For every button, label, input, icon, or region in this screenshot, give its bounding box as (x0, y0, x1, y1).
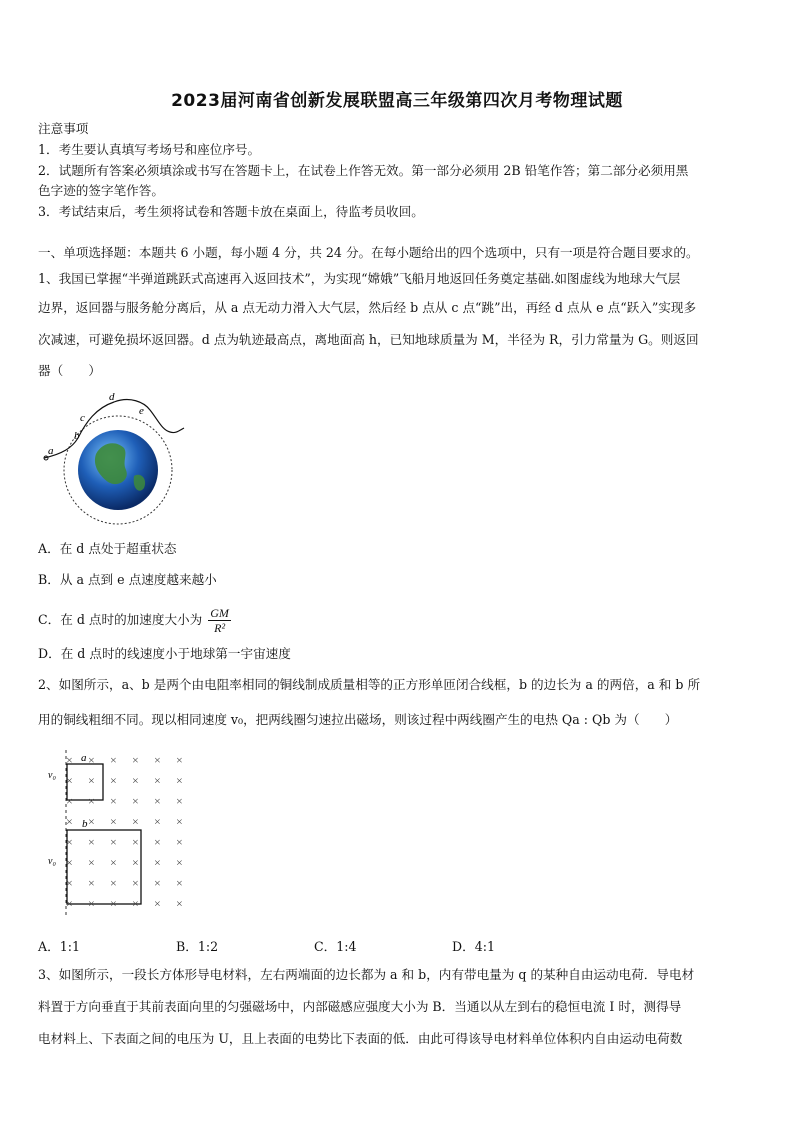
notice-item: 色字迹的签字笔作答。 (38, 183, 164, 198)
field-cross-mark: × (176, 773, 183, 788)
field-cross-mark: × (176, 794, 183, 808)
field-cross-mark: × (154, 876, 161, 890)
q2-option-a: A．1:1 (38, 939, 80, 954)
field-cross-mark: × (176, 835, 183, 849)
notice-heading: 注意事项 (38, 121, 89, 136)
field-cross-mark: × (88, 855, 95, 870)
field-cross-mark: × (154, 753, 161, 767)
field-cross-mark: × (88, 896, 95, 911)
field-cross-mark: × (110, 794, 117, 808)
notice-item: 3．考试结束后，考生须将试卷和答题卡放在桌面上，待监考员收回。 (38, 204, 424, 219)
q3-stem-line: 料置于方向垂直于其前表面向里的匀强磁场中，内部磁感应强度大小为 B．当通以从左到右的稳恒电流 I 时，测得导 (38, 999, 682, 1014)
q1-earth-diagram (38, 384, 188, 530)
field-cross-mark: × (110, 896, 117, 911)
velocity-label-b: v₀ (48, 856, 56, 867)
field-cross-mark: × (132, 753, 139, 767)
q1-option-d: D．在 d 点时的线速度小于地球第一宇宙速度 (38, 646, 291, 661)
q1-option-c-text: C．在 d 点时的加速度大小为 (38, 612, 203, 627)
field-cross-mark: × (88, 876, 95, 890)
q2-stem-line: 用的铜线粗细不同。现以相同速度 v₀，把两线圈匀速拉出磁场，则该过程中两线圈产生的电热 Qa : Qb 为（ ） (38, 712, 678, 727)
field-cross-mark: × (176, 855, 183, 870)
q2-magnetic-field-diagram (38, 748, 198, 920)
field-cross-mark: × (132, 773, 139, 788)
q2-option-b: B．1:2 (176, 939, 219, 954)
field-cross-mark: × (110, 773, 117, 788)
field-cross-mark: × (110, 814, 117, 829)
field-cross-mark: × (132, 896, 139, 911)
field-cross-mark: × (88, 773, 95, 788)
point-label-c: c (80, 412, 85, 424)
q3-stem-line: 电材料上、下表面之间的电压为 U，且上表面的电势比下表面的低．由此可得该导电材料单位体积内自由运动电荷数 (38, 1031, 683, 1046)
q1-stem-line: 器（ ） (38, 363, 101, 378)
field-cross-mark: × (154, 794, 161, 808)
q1-stem-line: 1、我国已掌握“半弹道跳跃式高速再入返回技术”，为实现“嫦娥”飞船月地返回任务奠定基础.如图虚线为地球大气层 (38, 271, 681, 286)
point-label-a: a (48, 445, 54, 457)
field-cross-mark: × (132, 794, 139, 808)
q1-option-b: B．从 a 点到 e 点速度越来越小 (38, 572, 217, 587)
point-label-b: b (74, 430, 80, 442)
loop-a-label: a (81, 752, 87, 764)
field-cross-mark: × (176, 896, 183, 911)
fraction-denominator: R² (214, 621, 226, 635)
loop-b (67, 830, 141, 904)
field-cross-mark: × (176, 753, 183, 767)
q1-option-c-fraction (208, 606, 231, 635)
field-cross-mark: × (66, 814, 73, 829)
field-cross-mark: × (66, 835, 73, 849)
field-cross-mark: × (132, 814, 139, 829)
notice-item: 2．试题所有答案必须填涂或书写在答题卡上，在试卷上作答无效。第一部分必须用 2B 铅笔作答；第二部分必须用黑 (38, 163, 689, 178)
field-cross-mark: × (132, 835, 139, 849)
field-cross-mark: × (154, 855, 161, 870)
section-heading: 一、单项选择题：本题共 6 小题，每小题 4 分，共 24 分。在每小题给出的四个选项中，只有一项是符合题目要求的。 (38, 245, 699, 260)
field-cross-mark: × (110, 876, 117, 890)
field-cross-mark: × (154, 896, 161, 911)
fraction-numerator: GM (210, 606, 229, 620)
q1-option-c (38, 600, 763, 640)
field-cross-mark: × (154, 773, 161, 788)
field-cross-mark: × (132, 855, 139, 870)
q3-stem-line: 3、如图所示，一段长方体形导电材料，左右两端面的边长都为 a 和 b，内有带电量为 q 的某种自由运动电荷．导电材 (38, 967, 695, 982)
q1-stem-line: 边界，返回器与服务舱分离后，从 a 点无动力滑入大气层，然后经 b 点从 c 点“跳”出，再经 d 点从 e 点“跃入”实现多 (38, 300, 697, 315)
q1-stem-line: 次减速，可避免损坏返回器。d 点为轨迹最高点，离地面高 h，已知地球质量为 M，半径为 R，引力常量为 G。则返回 (38, 332, 699, 347)
field-cross-mark: × (88, 814, 95, 829)
field-cross-mark: × (66, 794, 73, 808)
field-cross-mark: × (110, 753, 117, 767)
q2-option-c: C．1:4 (314, 939, 357, 954)
field-cross-mark: × (154, 835, 161, 849)
q2-option-d: D．4:1 (452, 939, 495, 954)
field-cross-mark: × (154, 814, 161, 829)
loop-b-label: b (82, 818, 88, 830)
field-crosses (66, 753, 183, 911)
field-cross-mark: × (66, 855, 73, 870)
q2-stem-line: 2、如图所示，a、b 是两个由电阻率相同的铜线制成质量相等的正方形单匝闭合线框，b 的边长为 a 的两倍，a 和 b 所 (38, 677, 701, 692)
field-cross-mark: × (110, 855, 117, 870)
field-cross-mark: × (88, 794, 95, 808)
field-cross-mark: × (66, 753, 73, 767)
velocity-label-a: v₀ (48, 770, 56, 781)
field-cross-mark: × (88, 753, 95, 767)
field-cross-mark: × (176, 876, 183, 890)
page-title: 2023届河南省创新发展联盟高三年级第四次月考物理试题 (171, 91, 623, 111)
field-cross-mark: × (88, 835, 95, 849)
field-cross-mark: × (176, 814, 183, 829)
point-label-e: e (139, 405, 144, 417)
field-cross-mark: × (132, 876, 139, 890)
notice-item: 1．考生要认真填写考场号和座位序号。 (38, 142, 261, 157)
point-label-d: d (109, 391, 115, 403)
q1-option-a: A．在 d 点处于超重状态 (38, 541, 177, 556)
field-cross-mark: × (66, 896, 73, 911)
field-cross-mark: × (110, 835, 117, 849)
field-cross-mark: × (66, 876, 73, 890)
field-cross-mark: × (66, 773, 73, 788)
